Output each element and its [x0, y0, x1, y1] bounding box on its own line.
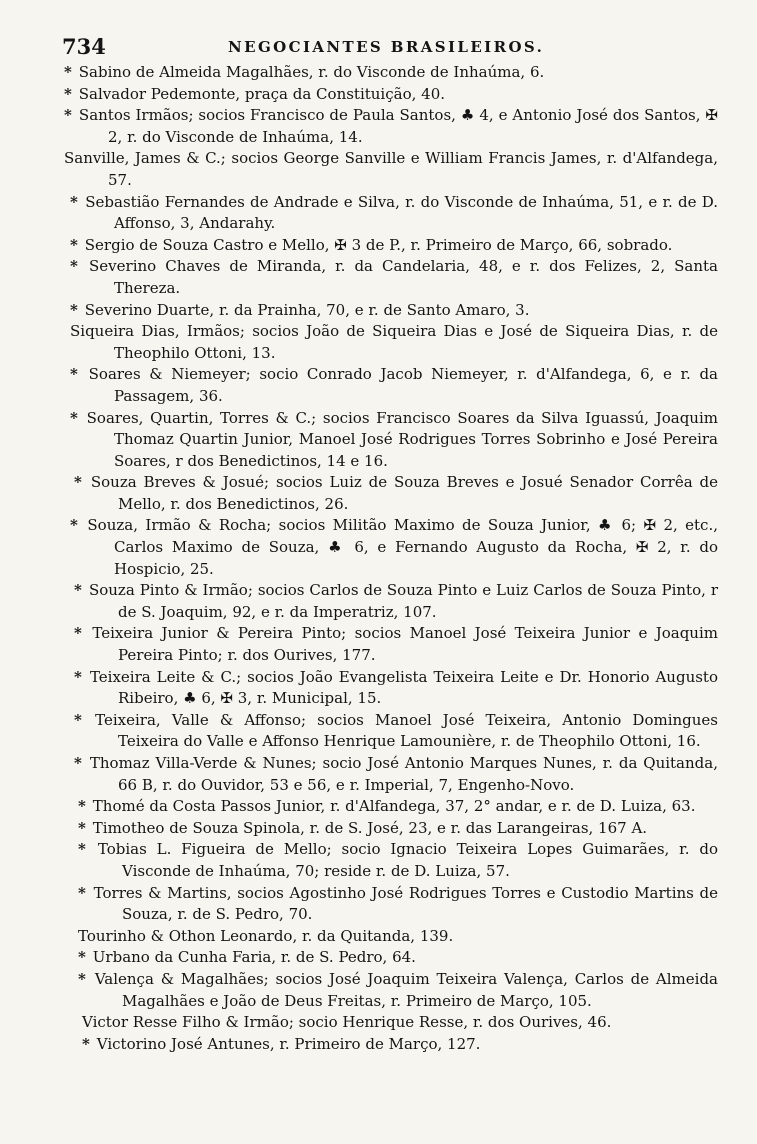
list-item: [74, 472, 718, 515]
list-item: [78, 839, 718, 882]
entry-text: Severino Duarte, r. da Prainha, 70, e r. de Santo Amaro, 3.: [84, 300, 530, 319]
entry-text: Salvador Pedemonte, praça da Constituição, 40.: [78, 84, 445, 103]
entry-text: Victor Resse Filho & Irmão; socio Henrique Resse, r. dos Ourives, 46.: [82, 1013, 612, 1032]
entry-text: Sebastião Fernandes de Andrade e Silva, r. do Visconde de Inhaúma, 51, e r. de D. Affonso, 3, Andarahy.: [85, 192, 718, 233]
entry-text: Urbano da Cunha Faria, r. de S. Pedro, 64.: [92, 948, 416, 967]
entry-text: Tourinho & Othon Leonardo, r. da Quitanda, 139.: [78, 926, 454, 945]
entry-marker: *: [70, 235, 78, 254]
entry-marker: *: [78, 969, 86, 988]
entry-text: Teixeira Leite & C.; socios João Evangelista Teixeira Leite e Dr. Honorio Augusto Ribeiro, ♣ 6, ✠ 3, r. Municipal, 15.: [89, 667, 718, 708]
entry-marker: *: [70, 408, 78, 427]
entry-marker: *: [78, 948, 86, 967]
entry-marker: *: [70, 365, 78, 384]
list-item: [82, 1034, 718, 1056]
list-item: [74, 710, 718, 753]
entry-text: Thomaz Villa-Verde & Nunes; socio José Antonio Marques Nunes, r. da Quitanda, 66 B, r. do Ouvidor, 53 e 56, e r. Imperial, 7, Engenho-Novo.: [89, 754, 718, 794]
entry-marker: *: [74, 754, 82, 772]
entry-marker: *: [70, 192, 78, 211]
list-item: [70, 408, 718, 473]
list-item: [78, 926, 718, 948]
entry-marker: *: [64, 63, 72, 81]
list-item: [78, 796, 718, 818]
list-item: [74, 667, 718, 710]
merchant-list: [64, 62, 718, 1055]
list-item: [74, 753, 718, 796]
entry-marker: *: [82, 1034, 90, 1053]
entry-marker: *: [74, 710, 82, 729]
entry-text: Souza Breves & Josué; socios Luiz de Souza Breves e Josué Senador Corrêa de Mello, r. dos Benedictinos, 26.: [90, 473, 718, 513]
list-item: [70, 300, 718, 322]
list-item: [64, 84, 718, 106]
list-item: [82, 1012, 718, 1034]
entry-marker: *: [64, 84, 72, 103]
entry-marker: *: [70, 257, 78, 276]
entry-text: Santos Irmãos; socios Francisco de Paula Santos, ♣ 4, e Antonio José dos Santos, ✠ 2, r. do Visconde de Inhaúma, 14.: [78, 106, 718, 146]
entry-text: Torres & Martins, socios Agostinho José Rodrigues Torres e Custodio Martins de Souza, r. de S. Pedro, 70.: [93, 883, 718, 924]
entry-text: Soares & Niemeyer; socio Conrado Jacob Niemeyer, r. d'Alfandega, 6, e r. da Passagem, 36.: [88, 365, 718, 405]
page-number: 734: [62, 34, 106, 59]
list-item: [70, 515, 718, 580]
list-item: [64, 105, 718, 148]
list-item: [78, 818, 718, 840]
entry-text: Sergio de Souza Castro e Mello, ✠ 3 de P., r. Primeiro de Março, 66, sobrado.: [84, 235, 673, 254]
entry-text: Souza, Irmão & Rocha; socios Militão Maximo de Souza Junior, ♣ 6; ✠ 2, etc., Carlos Maximo de Souza, ♣ 6, e Fernando Augusto da Rocha, ✠ 2, r. do Hospicio, 25.: [87, 516, 718, 578]
running-title: NEGOCIANTES BRASILEIROS.: [228, 38, 545, 56]
entry-text: Sabino de Almeida Magalhães, r. do Visconde de Inhaúma, 6.: [78, 63, 545, 81]
entry-text: Tobias L. Figueira de Mello; socio Ignacio Teixeira Lopes Guimarães, r. do Visconde de Inhaúma, 70; reside r. de D. Luiza, 57.: [97, 840, 718, 880]
list-item: [78, 969, 718, 1012]
entry-marker: *: [78, 883, 86, 902]
page-header: [62, 34, 722, 60]
entry-marker: *: [64, 106, 72, 125]
entry-marker: *: [74, 624, 82, 643]
entry-marker: *: [78, 840, 86, 859]
entry-text: Teixeira Junior & Pereira Pinto; socios Manoel José Teixeira Junior e Joaquim Pereira Pinto; r. dos Ourives, 177.: [92, 624, 718, 665]
list-item: [70, 192, 718, 235]
entry-text: Thomé da Costa Passos Junior, r. d'Alfandega, 37, 2° andar, e r. de D. Luiza, 63.: [92, 797, 696, 816]
list-item: [64, 62, 718, 84]
entry-text: Sanville, James & C.; socios George Sanville e William Francis James, r. d'Alfandega, 57.: [64, 149, 718, 189]
entry-marker: *: [74, 473, 82, 492]
entry-text: Soares, Quartin, Torres & C.; socios Francisco Soares da Silva Iguassú, Joaquim Thomaz Quartin Junior, Manoel José Rodrigues Torres Sobrinho e José Pereira Soares, r dos Benedictinos, 14 e 16.: [86, 408, 718, 470]
entry-text: Valença & Magalhães; socios José Joaquim Teixeira Valença, Carlos de Almeida Magalhães e João de Deus Freitas, r. Primeiro de Março, 105.: [94, 969, 718, 1010]
entry-text: Souza Pinto & Irmão; socios Carlos de Souza Pinto e Luiz Carlos de Souza Pinto, r de S. Joaquim, 92, e r. da Imperatriz, 107.: [88, 581, 718, 621]
entry-marker: *: [74, 667, 82, 686]
entry-text: Timotheo de Souza Spinola, r. de S. José, 23, e r. das Larangeiras, 167 A.: [92, 818, 648, 837]
list-item: [78, 883, 718, 926]
list-item: [70, 256, 718, 299]
entry-text: Siqueira Dias, Irmãos; socios João de Siqueira Dias e José de Siqueira Dias, r. de Theophilo Ottoni, 13.: [70, 322, 718, 362]
entry-marker: *: [70, 516, 78, 535]
entry-marker: *: [78, 818, 86, 837]
list-item: [74, 623, 718, 666]
list-item: [70, 321, 718, 364]
entry-marker: *: [74, 581, 82, 600]
entry-text: Teixeira, Valle & Affonso; socios Manoel José Teixeira, Antonio Domingues Teixeira do Valle e Affonso Henrique Lamounière, r. de Theophilo Ottoni, 16.: [95, 710, 718, 751]
entry-marker: *: [70, 300, 78, 319]
list-item: [78, 947, 718, 969]
list-item: [74, 580, 718, 623]
list-item: [64, 148, 718, 191]
list-item: [70, 364, 718, 407]
entry-text: Severino Chaves de Miranda, r. da Candelaria, 48, e r. dos Felizes, 2, Santa Thereza.: [89, 257, 718, 297]
entry-text: Victorino José Antunes, r. Primeiro de Março, 127.: [96, 1034, 481, 1053]
list-item: [70, 235, 718, 257]
entry-marker: *: [78, 797, 86, 816]
